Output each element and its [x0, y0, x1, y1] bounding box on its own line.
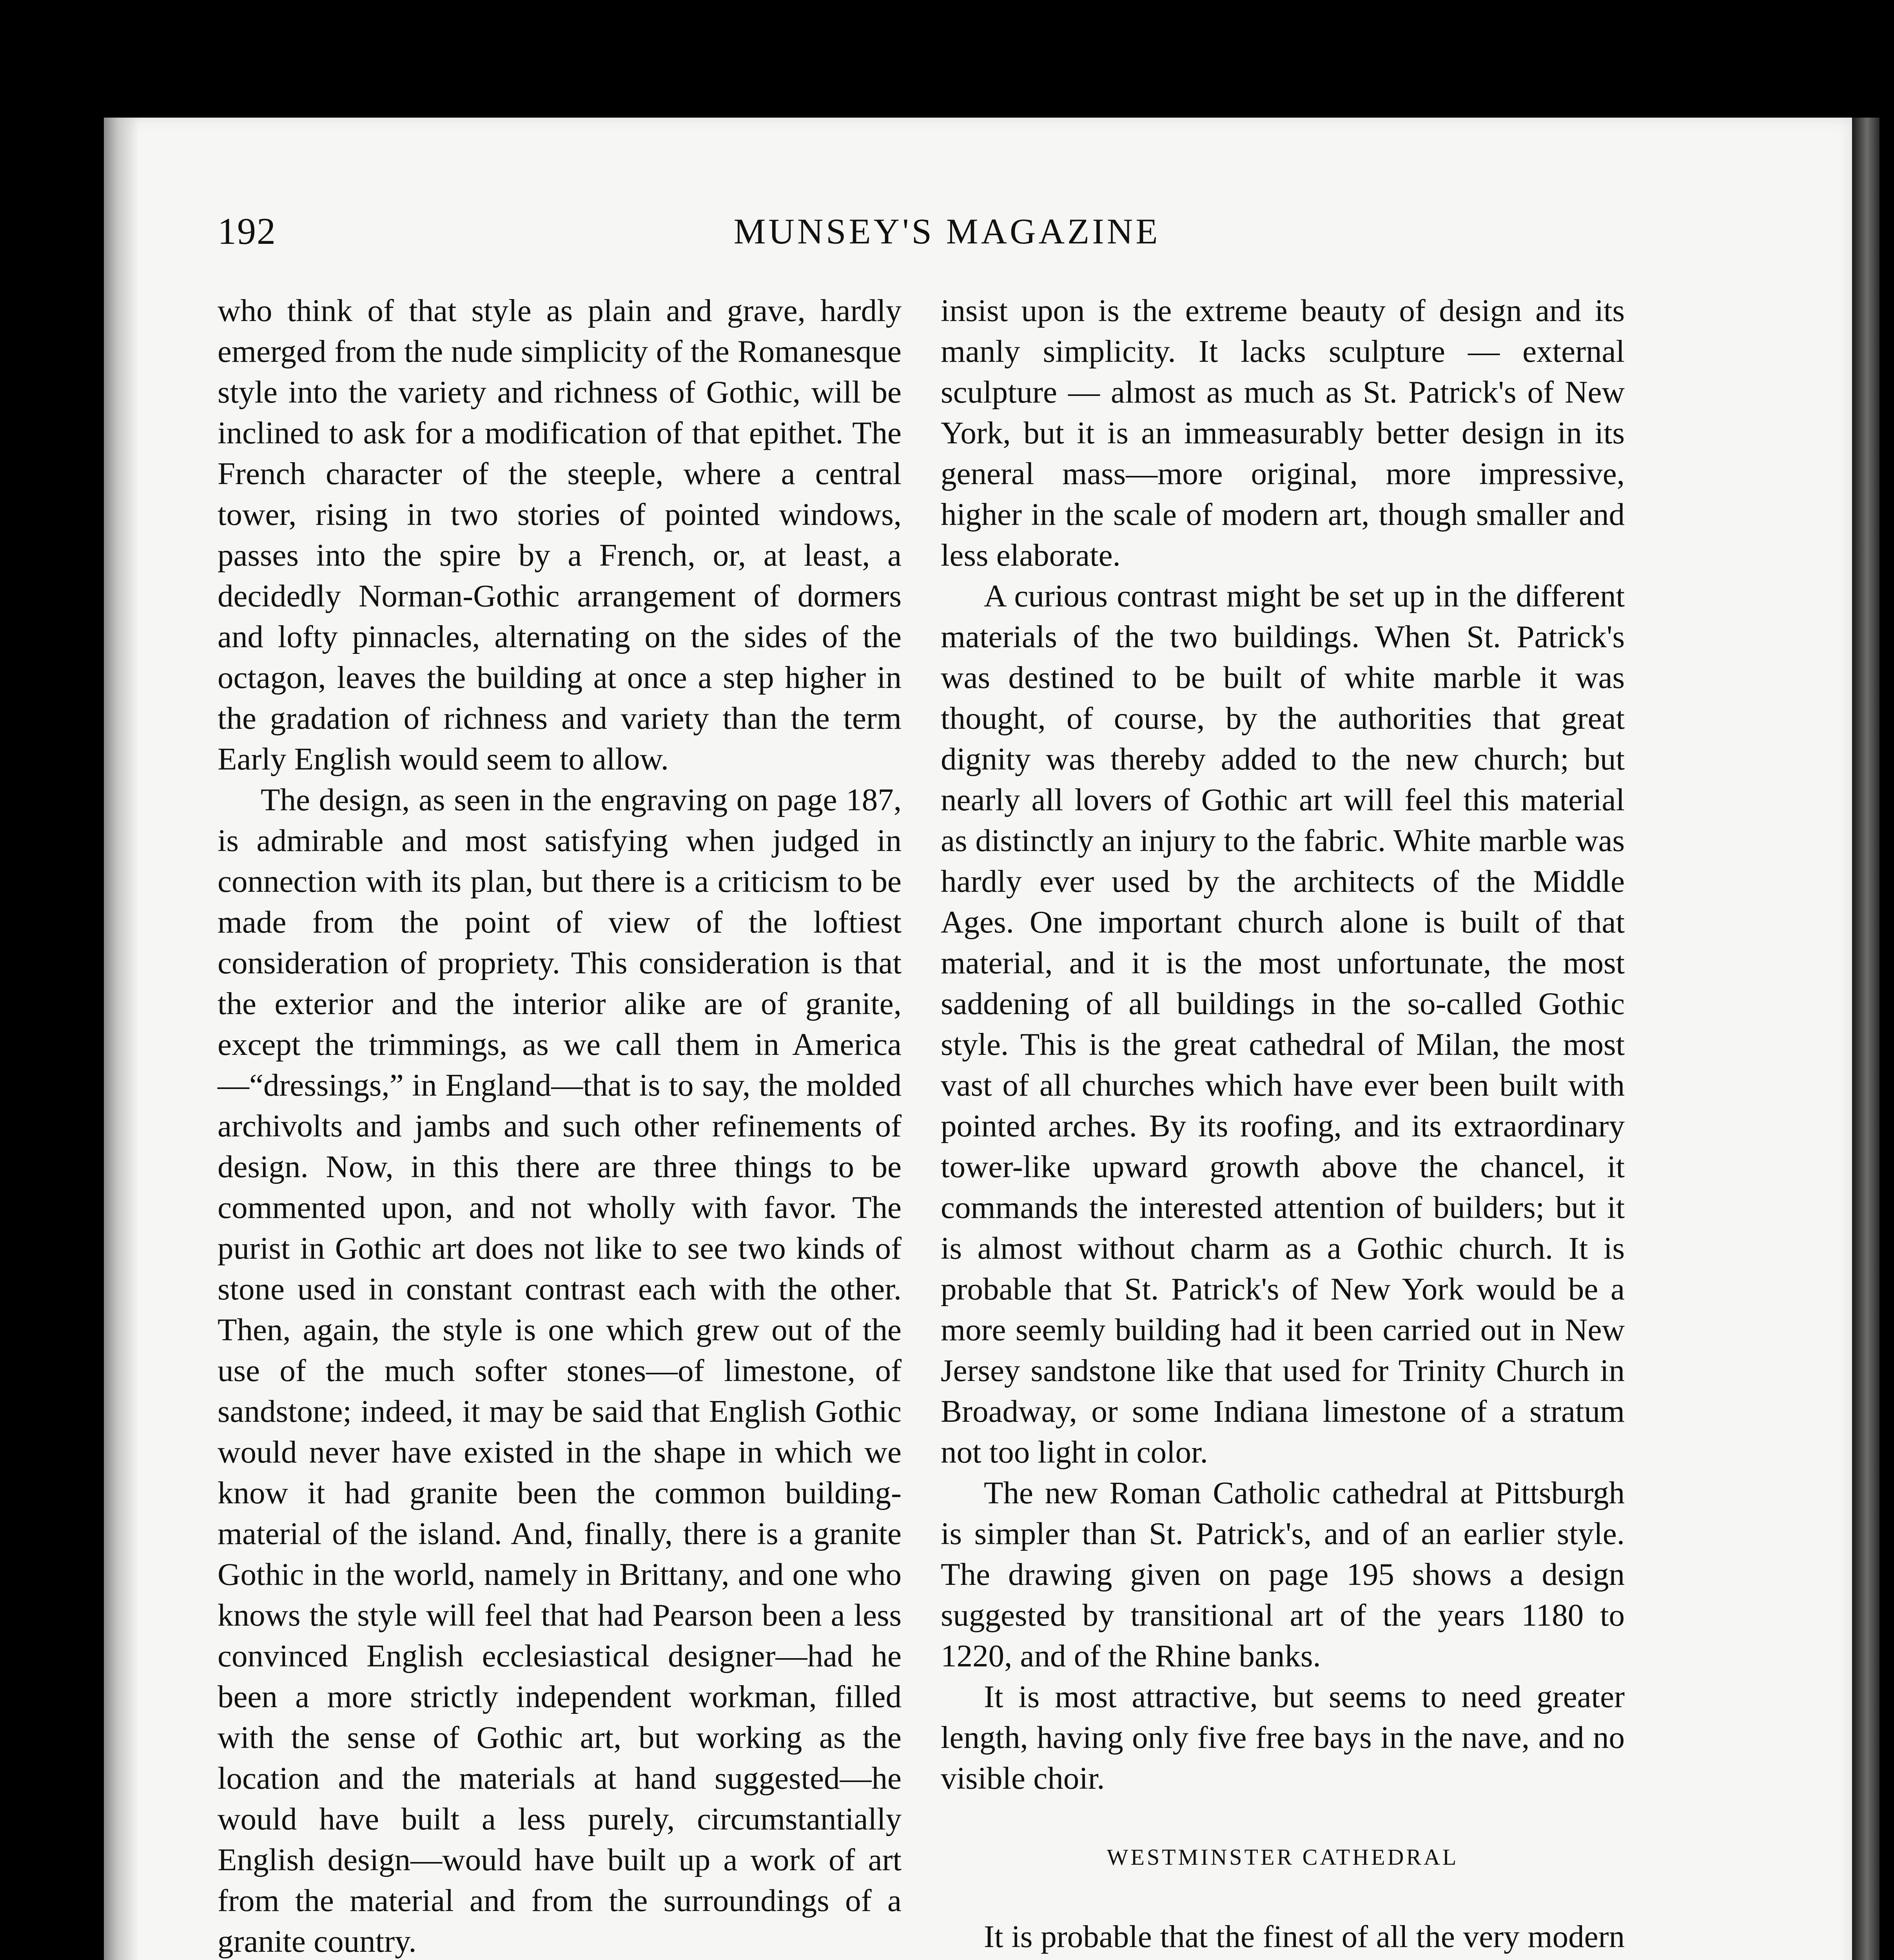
page-number: 192: [218, 210, 276, 252]
section-heading: WESTMINSTER CATHEDRAL: [1107, 1844, 1459, 1870]
paragraph: insist upon is the extreme beauty of design and its manly simplicity. It lacks sculpture — external sculpture — almost as much as St. Patrick's of New York, but it is an immeasurably better design in its general mass—more original, more impressive, higher in the scale of modern art, though smaller and less elaborate.: [941, 293, 1625, 573]
right-column: [941, 290, 1625, 1960]
binding-gutter: [104, 118, 139, 1960]
paragraph: It is probable that the finest of all the very modern: [984, 1919, 1625, 1954]
left-column: [218, 290, 902, 1960]
paragraph: The new Roman Catholic cathedral at Pittsburgh is simpler than St. Patrick's, and of an earlier style. The drawing given on page 195 shows a design suggested by transitional art of the years 1180 to 1220, and of the Rhine banks.: [941, 1475, 1625, 1673]
paragraph: A curious contrast might be set up in the different materials of the two buildings. When St. Patrick's was destined to be built of white marble it was thought, of course, by the authorities that great dignity was thereby added to the new church; but nearly all lovers of Gothic art will feel this material as distinctly an injury to the fabric. White marble was hardly ever used by the architects of the Middle Ages. One important church alone is built of that material, and it is the most unfortunate, the most saddening of all buildings in the so-called Gothic style. This is the great cathedral of Milan, the most vast of all churches which have ever been built with pointed arches. By its roofing, and its extraordinary tower-like upward growth above the chancel, it commands the interested attention of builders; but it is almost without charm as a Gothic church. It is probable that St. Patrick's of New York would be a more seemly building had it been carried out in New Jersey sandstone like that used for Trinity Church in Broadway, or some Indiana limestone of a stratum not too light in color.: [941, 578, 1625, 1470]
paragraph: who think of that style as plain and grave, hardly emerged from the nude simplicity of the Romanesque style into the variety and richness of Gothic, will be inclined to ask for a modification of that epithet. The French character of the steeple, where a central tower, rising in two stories of pointed windows, passes into the spire by a French, or, at least, a decidedly Norman-Gothic arrangement of dormers and lofty pinnacles, alternating on the sides of the octagon, leaves the building at once a step higher in the gradation of richness and variety than the term Early English would seem to allow.: [218, 293, 902, 777]
paragraph: The design, as seen in the engraving on page 187, is admirable and most satisfying when judged in connection with its plan, but there is a criticism to be made from the point of view of the loftiest consideration of propriety. This consideration is that the exterior and the interior alike are of granite, except the trimmings, as we call them in America—“dressings,” in England—that is to say, the molded archivolts and jambs and such other refinements of design. Now, in this there are three things to be commented upon, and not wholly with favor. The purist in Gothic art does not like to see two kinds of stone used in constant contrast each with the other. Then, again, the style is one which grew out of the use of the much softer stones—of limestone, of sandstone; indeed, it may be said that English Gothic would never have existed in the shape in which we know it had granite been the common building-material of the island. And, finally, there is a granite Gothic in the world, namely in Brittany, and one who knows the style will feel that had Pearson been a less convinced English ecclesiastical designer—had he been a more strictly independent workman, filled with the sense of Gothic art, but working as the location and the materials at hand suggested—he would have built a less purely, circumstantially English design—would have built up a work of art from the material and from the surroundings of a granite country.: [218, 782, 902, 1959]
page-edge: [1852, 118, 1879, 1960]
running-head: MUNSEY'S MAGAZINE: [733, 211, 1161, 251]
paragraph: It is most attractive, but seems to need greater length, having only five free bays in the nave, and no visible choir.: [941, 1679, 1625, 1796]
